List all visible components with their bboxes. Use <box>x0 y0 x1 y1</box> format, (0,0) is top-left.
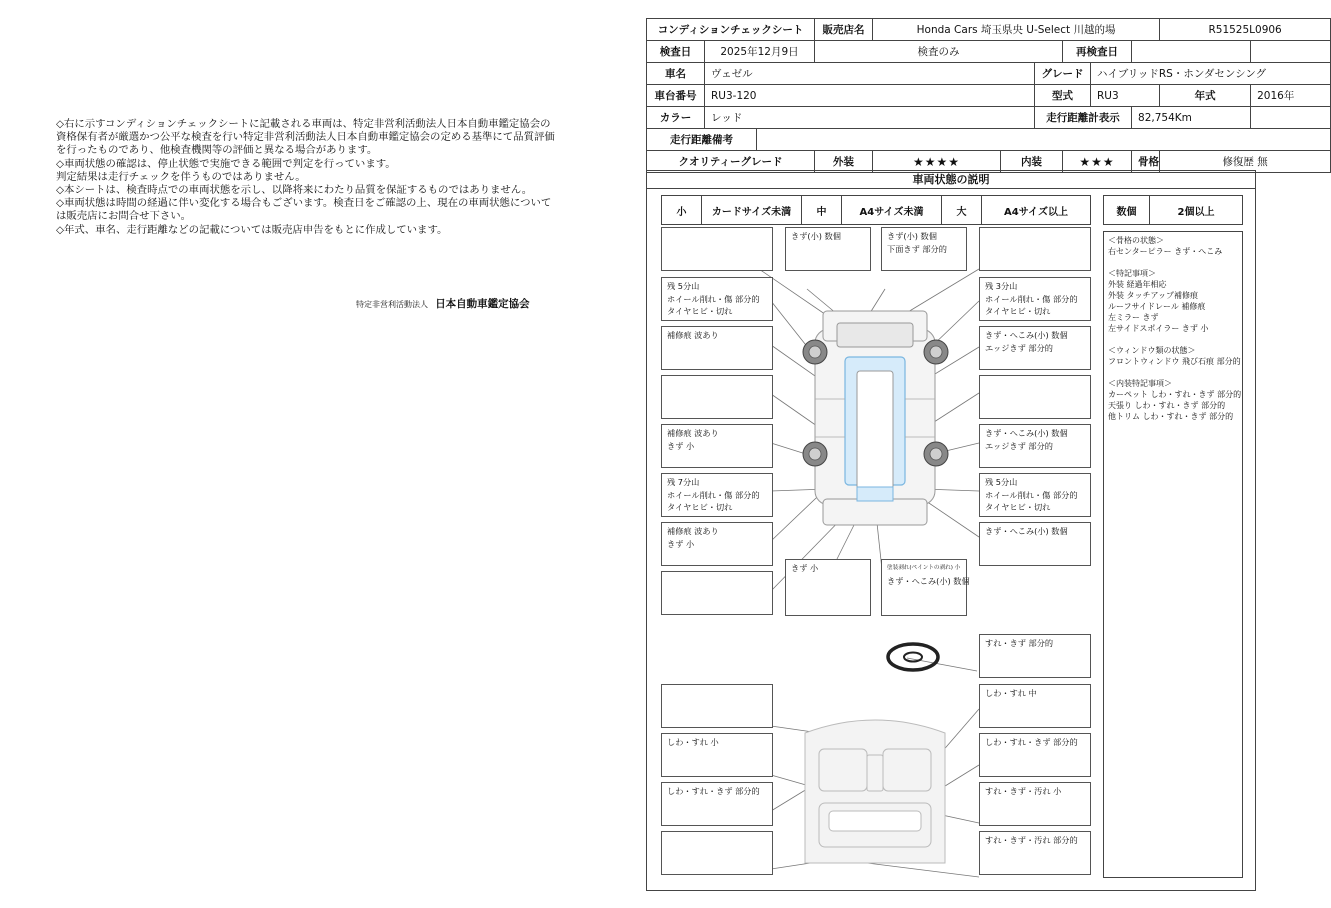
damage-text: しわ・すれ・きず 部分的 <box>667 786 760 796</box>
count-value: 2個以上 <box>1177 206 1215 218</box>
car-name: ヴェゼル <box>705 63 1035 85</box>
legend-medium-desc: A4サイズ未満 <box>842 196 942 224</box>
exterior-label: 外装 <box>815 151 873 173</box>
notes-item: カーペット しわ・すれ・きず 部分的 <box>1108 390 1242 399</box>
year-label: 年式 <box>1160 85 1251 107</box>
damage-box-right-quarter <box>979 522 1091 566</box>
damage-text: 残 7分山 <box>667 477 700 487</box>
damage-text: タイヤヒビ・切れ <box>667 306 733 316</box>
car-name-label: 車名 <box>647 63 705 85</box>
damage-text: きず 小 <box>667 538 695 549</box>
damage-text: きず・へこみ(小) 数個 <box>887 575 970 586</box>
chassis-label: 車台番号 <box>647 85 705 107</box>
notes-item: ルーフサイドレール 補修痕 <box>1108 302 1206 311</box>
interior-box-left-3 <box>661 782 773 826</box>
interior-box-steering <box>979 634 1091 678</box>
damage-box-front-bumper-left <box>785 227 871 271</box>
damage-box-left-rear-door <box>661 424 773 468</box>
mileage-note-label: 走行距離備考 <box>647 129 757 151</box>
chassis-number: RU3-120 <box>705 85 1035 107</box>
damage-text: きず(小) 数個 <box>887 231 937 241</box>
legend-large: 大 <box>942 196 982 224</box>
damage-text: 補修痕 波あり <box>667 330 719 340</box>
damage-text: 残 5分山 <box>667 281 700 291</box>
damage-box-rear-bumper-right <box>881 559 970 616</box>
notes-interior-group <box>1108 378 1242 422</box>
notice-line: ◇本シートは、検査時点での車両状態を示し、以降将来にわたり品質を保証するものではありません。 <box>56 184 533 197</box>
inspection-type: 検査のみ <box>815 41 1063 63</box>
tire-box-rear-left <box>661 473 773 517</box>
damage-box-right-front-door <box>979 375 1091 419</box>
quality-grade-label: クオリティーグレード <box>647 151 815 173</box>
tire-box-rear-right <box>979 473 1091 517</box>
damage-text: きず・へこみ(小) 数個 <box>985 428 1068 438</box>
notice-text <box>56 118 556 237</box>
model-label: 型式 <box>1035 85 1091 107</box>
sheet-id: R51525L0906 <box>1160 19 1331 41</box>
interior-box-left-1 <box>661 684 773 728</box>
signature-org-type: 特定非営利活動法人 <box>356 300 428 309</box>
damage-text: 残 5分山 <box>985 477 1018 487</box>
reinspection-date <box>1132 41 1251 63</box>
grade-label: グレード <box>1035 63 1091 85</box>
interior-box-left-4 <box>661 831 773 875</box>
odometer-extra <box>1251 107 1331 129</box>
odometer: 82,754Km <box>1132 107 1251 129</box>
steering-wheel-icon <box>888 644 938 670</box>
interior-box-right-4 <box>979 831 1091 875</box>
vehicle-condition-panel <box>646 170 1256 891</box>
damage-text: タイヤヒビ・切れ <box>667 502 733 512</box>
damage-box-left-fender <box>661 326 773 370</box>
color-label: カラー <box>647 107 705 129</box>
damage-text: しわ・すれ 小 <box>667 737 719 747</box>
tire-box-front-right <box>979 277 1091 321</box>
reinspection-label: 再検査日 <box>1063 41 1132 63</box>
notice-line: ◇年式、車名、走行距離などの記載については販売店申告をもとに作成しています。 <box>56 223 448 236</box>
damage-text: きず(小) 数個 <box>791 231 841 241</box>
inspection-date: 2025年12月9日 <box>705 41 815 63</box>
damage-box-rear-bumper-left <box>785 559 871 616</box>
condition-notes <box>1103 231 1243 878</box>
damage-text: 補修痕 波あり <box>667 428 719 438</box>
count-label: 数個 <box>1104 196 1150 224</box>
damage-text: しわ・すれ・きず 部分的 <box>985 737 1078 747</box>
signature-org-name: 日本自動車鑑定協会 <box>435 298 530 310</box>
notes-item: 他トリム しわ・すれ・きず 部分的 <box>1108 412 1234 421</box>
interior-box-right-3 <box>979 782 1091 826</box>
damage-text: すれ・きず・汚れ 小 <box>985 786 1062 796</box>
damage-text: 補修痕 波あり <box>667 526 719 536</box>
dealer-name: Honda Cars 埼玉県央 U-Select 川越的場 <box>873 19 1160 41</box>
damage-box-left-front-door <box>661 375 773 419</box>
notice-line: 判定結果は走行チェックを伴うものではありません。 <box>56 170 306 183</box>
notes-window-title: ＜ウィンドウ類の状態＞ <box>1108 346 1196 355</box>
damage-text: ホイール削れ・傷 部分的 <box>667 293 760 304</box>
association-signature <box>356 296 530 311</box>
damage-text: ホイール削れ・傷 部分的 <box>985 489 1078 500</box>
notes-item: 左ミラー きず <box>1108 313 1159 322</box>
interior-label: 内装 <box>1001 151 1063 173</box>
legend-small: 小 <box>662 196 702 224</box>
damage-text: すれ・きず・汚れ 部分的 <box>985 835 1078 845</box>
damage-text: きず 小 <box>791 563 819 573</box>
legend-large-desc: A4サイズ以上 <box>1004 206 1068 218</box>
notes-item: 天張り しわ・すれ・きず 部分的 <box>1108 401 1226 410</box>
notes-interior-title: ＜内装特記事項＞ <box>1108 379 1172 388</box>
vehicle-info-table <box>646 18 1331 173</box>
grade: ハイブリッドRS・ホンダセンシング <box>1091 63 1331 85</box>
interior-box-left-2 <box>661 733 773 777</box>
damage-text: 下面きず 部分的 <box>887 243 947 254</box>
damage-text: 残 3分山 <box>985 281 1018 291</box>
repair-history: 修復歴 無 <box>1160 151 1331 173</box>
condition-title: 車両状態の説明 <box>647 171 1255 189</box>
year: 2016年 <box>1251 85 1331 107</box>
notes-item: 左サイドスポイラー きず 小 <box>1108 324 1209 333</box>
exterior-stars: ★★★★ <box>873 151 1001 173</box>
interior-box-right-2 <box>979 733 1091 777</box>
notes-item: 外装 経過年相応 <box>1108 280 1167 289</box>
color: レッド <box>705 107 1035 129</box>
tire-box-front-left <box>661 277 773 321</box>
dealer-label: 販売店名 <box>815 19 873 41</box>
mileage-note <box>757 129 1331 151</box>
damage-text: ホイール削れ・傷 部分的 <box>985 293 1078 304</box>
notes-item: 外装 タッチアップ補修痕 <box>1108 291 1198 300</box>
damage-text: タイヤヒビ・切れ <box>985 502 1051 512</box>
notes-special-title: ＜特記事項＞ <box>1108 269 1156 278</box>
notice-line: ◇車両状態の確認は、停止状態で実施できる範囲で判定を行っています。 <box>56 157 396 170</box>
damage-text: きず 小 <box>667 440 695 451</box>
notes-frame-group <box>1108 235 1238 257</box>
reinspection-extra <box>1251 41 1331 63</box>
damage-box-front-bumper-right <box>881 227 967 271</box>
interior-box-right-1 <box>979 684 1091 728</box>
damage-box-right-rear-door <box>979 424 1091 468</box>
sheet-title: コンディションチェックシート <box>647 19 815 41</box>
model: RU3 <box>1091 85 1160 107</box>
notes-frame-title: ＜骨格の状態＞ <box>1108 236 1164 245</box>
notice-line: ◇右に示すコンディションチェックシートに記載される車両は、特定非営利活動法人日本自動車鑑定協会の資格保有者が厳選かつ公平な検査を行い特定非営利活動法人日本自動車鑑定協会の定める基準にて品質評価を行ったものであり、他検査機関等の評価と異なる場合があります。 <box>56 118 555 157</box>
notice-line: ◇車両状態は時間の経過に伴い変化する場合もございます。検査日をご確認の上、現在の車両状態については販売店にお問合せ下さい。 <box>56 197 552 223</box>
damage-text-tiny: 塗装剥れ(ペイントの剥れ) 小 <box>887 565 961 571</box>
notes-item: 右センターピラー きず・へこみ <box>1108 247 1223 256</box>
damage-box-rear-left <box>661 571 773 615</box>
odometer-label: 走行距離計表示 <box>1035 107 1132 129</box>
damage-text: すれ・きず 部分的 <box>985 638 1054 648</box>
legend-medium: 中 <box>802 196 842 224</box>
inspection-date-label: 検査日 <box>647 41 705 63</box>
damage-box-right-fender <box>979 326 1091 370</box>
condition-check-sheet <box>646 18 1295 891</box>
damage-box-front-left <box>661 227 773 271</box>
frame-label: 骨格 <box>1132 151 1160 173</box>
damage-text: エッジきず 部分的 <box>985 440 1053 451</box>
damage-text: しわ・すれ 中 <box>985 688 1037 698</box>
notes-special-group <box>1108 268 1238 334</box>
notes-item: フロントウィンドウ 飛び石痕 部分的 <box>1108 357 1241 366</box>
damage-text: エッジきず 部分的 <box>985 342 1053 353</box>
damage-text: タイヤヒビ・切れ <box>985 306 1051 316</box>
notes-window-group <box>1108 345 1241 367</box>
damage-box-left-quarter <box>661 522 773 566</box>
damage-box-front-right <box>979 227 1091 271</box>
legend-small-desc: カードサイズ未満 <box>702 196 802 224</box>
damage-text: ホイール削れ・傷 部分的 <box>667 489 760 500</box>
damage-text: きず・へこみ(小) 数個 <box>985 526 1068 536</box>
damage-text: きず・へこみ(小) 数個 <box>985 330 1068 340</box>
interior-stars: ★★★ <box>1063 151 1132 173</box>
